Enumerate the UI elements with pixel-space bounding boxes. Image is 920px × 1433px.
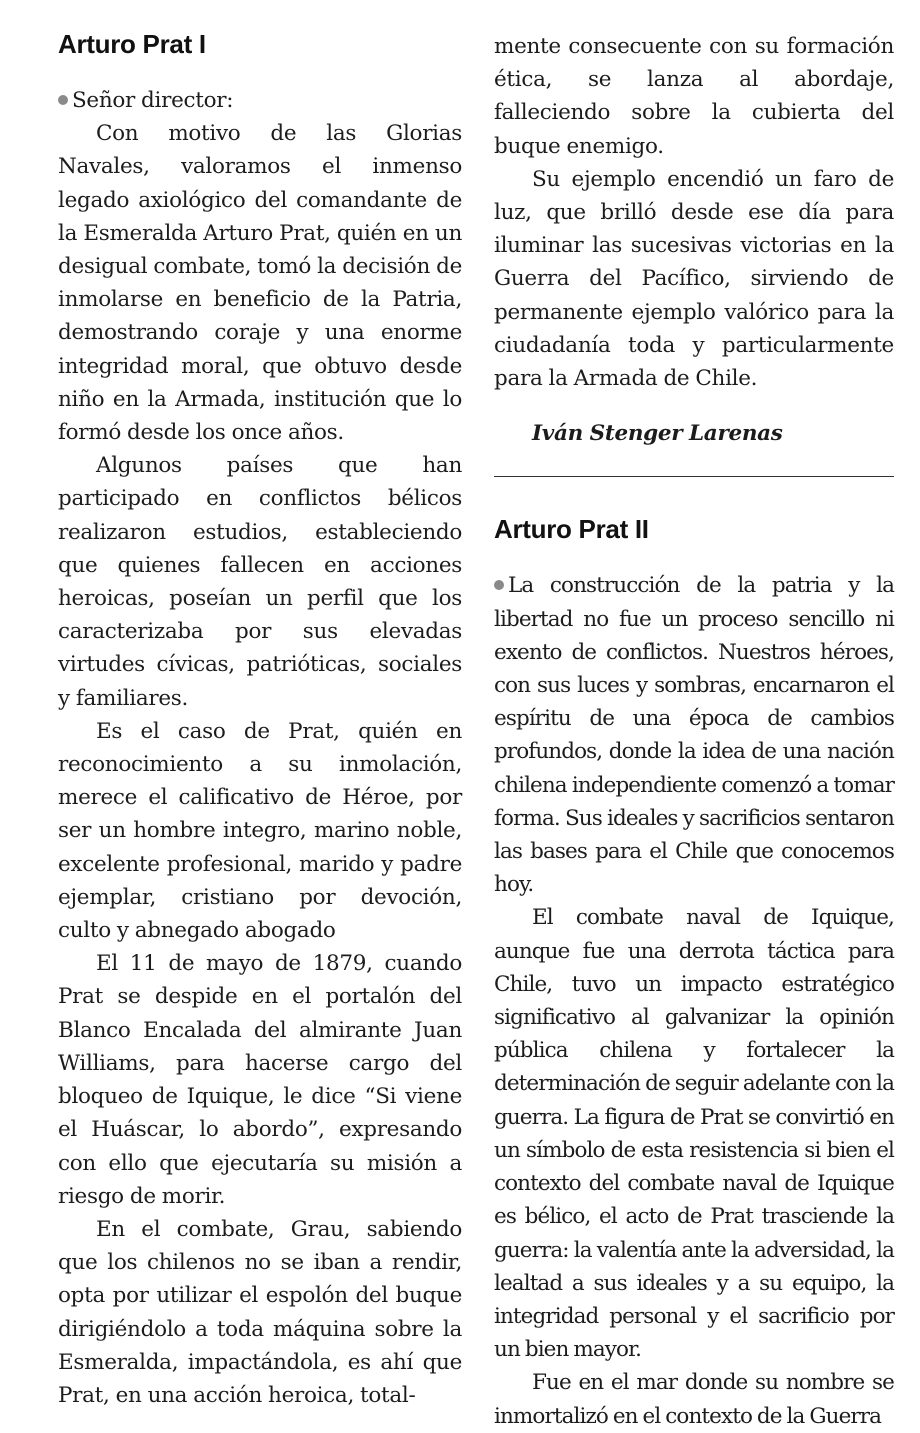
letter-2-paragraph-2: El combate naval de Iquique, aunque fue una derrota táctica para Chile, tuvo un impacto estratégico significativo al galvanizar la opinión pública chilena y fortalecer la determinación de seguir adelante con la guerra. La figura de Prat se convirtió en un símbolo de esta resistencia si bien el contexto del combate naval de Iquique es bélico, el acto de Prat trasciende la guerra: la valentía ante la adversidad, la lealtad a sus ideales y a su equipo, la integridad personal y el sacrificio por un bien mayor. [494,905,894,1363]
letter-1-title: Arturo Prat I [58,29,206,59]
letter-1-paragraph-1: Con motivo de las Glorias Navales, valoramos el inmenso legado axiológico del comandante de la Esmeralda Arturo Prat, quién en un desigual combate, tomó la decisión de inmolarse en beneficio de la Patria, demostrando coraje y una enorme integridad moral, que obtuvo desde niño en la Armada, institución que lo formó desde los once años. [58,121,462,446]
letter-1-paragraph-3: Es el caso de Prat, quién en reconocimiento a su inmolación, merece el calificativo de Héroe, por ser un hombre integro, marino noble, excelente profesional, marido y padre ejemplar, cristiano por devoción, culto y abnegado abogado [58,718,462,944]
right-column [494,0,894,1429]
letter-1-paragraph-6: Su ejemplo encendió un faro de luz, que brilló desde ese día para iluminar las sucesivas victorias en la Guerra del Pacífico, sirviendo de permanente ejemplo valórico para la ciudadanía toda y particularmente para la Armada de Chile. [494,166,894,392]
letter-1-signature: Iván Stenger Larenas [532,421,783,447]
letter-2-body [494,569,894,1432]
letter-1-salutation [58,84,462,117]
bullet-icon [58,95,68,105]
letter-2-title: Arturo Prat II [494,514,649,545]
letter-2-paragraph-3: Fue en el mar donde su nombre se inmortalizó en el contexto de la Guerra [494,1370,894,1429]
letter-1-paragraph-4: El 11 de mayo de 1879, cuando Prat se despide en el portalón del Blanco Encalada del almirante Juan Williams, para hacerse cargo del bloqueo de Iquique, le dice “Si viene el Huáscar, lo abordo”, expresando con ello que ejecutaría su misión a riesgo de morir. [58,951,462,1209]
left-column [58,0,462,1414]
letter-2-paragraph-1 [494,569,894,901]
bullet-icon [494,580,504,590]
letter-1-paragraph-5b: mente consecuente con su formación ética, se lanza al abordaje, falleciendo sobre la cubierta del buque enemigo. [494,34,894,159]
salutation-text: Señor director: [72,88,234,113]
letter-1-paragraph-5a: En el combate, Grau, sabiendo que los chilenos no se iban a rendir, opta por utilizar el espolón del buque dirigiéndolo a toda máquina sobre la Esmeralda, impactándola, es ahí que Prat, en una acción heroica, total- [58,1216,462,1408]
letter-2-paragraph-1-text: La construcción de la patria y la libertad no fue un proceso sencillo ni exento de conflictos. Nuestros héroes, con sus luces y sombras, encarnaron el espíritu de una época de cambios profundos, donde la idea de una nación chilena independiente comenzó a tomar forma. Sus ideales y sacrificios sentaron las bases para el Chile que conocemos hoy. [494,573,894,898]
section-divider [494,476,894,477]
letter-1-paragraph-2: Algunos países que han participado en conflictos bélicos realizaron estudios, estableciendo que quienes fallecen en acciones heroicas, poseían un perfil que los caracterizaba por sus elevadas virtudes cívicas, patrióticas, sociales y familiares. [58,453,462,711]
